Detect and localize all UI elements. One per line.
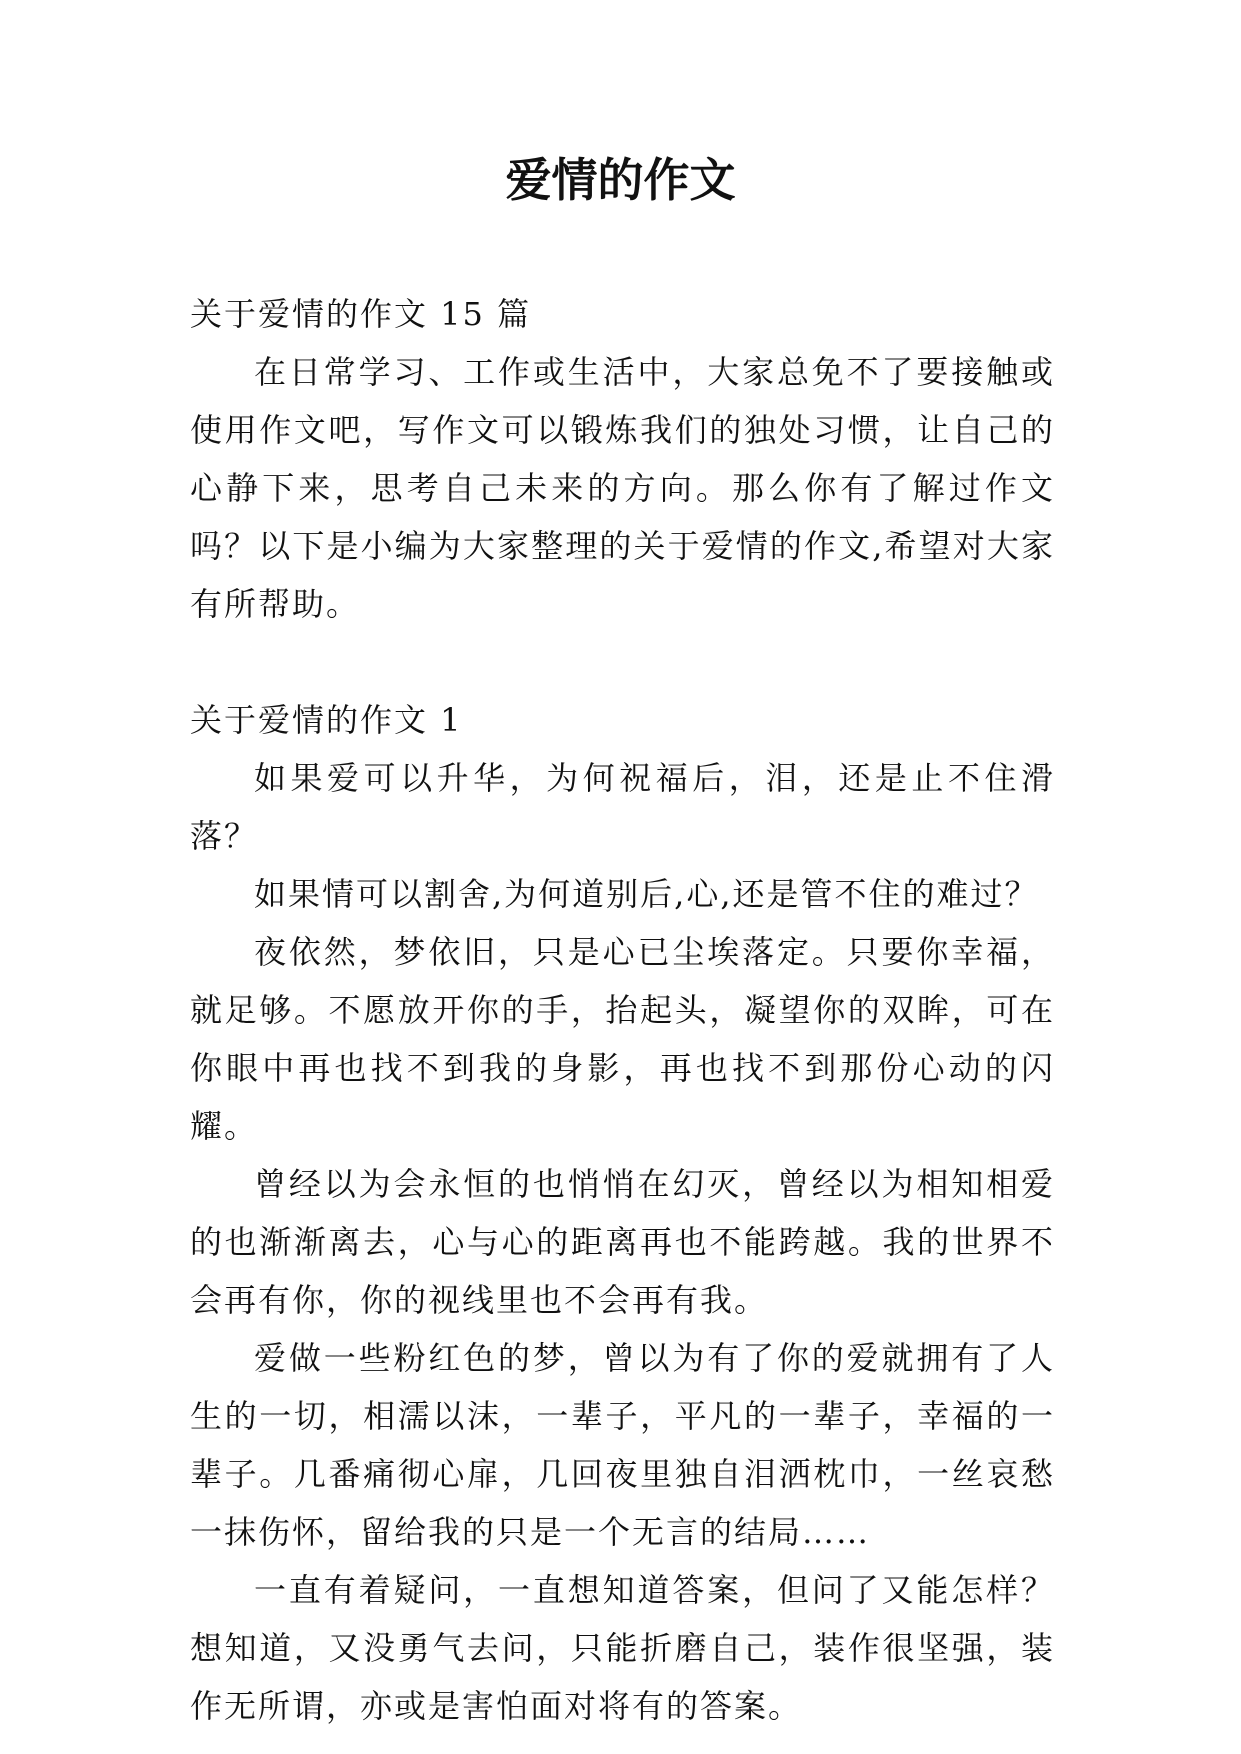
collection-heading: 关于爱情的作文 15 篇 bbox=[190, 295, 532, 333]
body-paragraph: 爱做一些粉红色的梦，曾以为有了你的爱就拥有了人生的一切，相濡以沫，一辈子，平凡的一辈子，幸福的一辈子。几番痛彻心扉，几回夜里独自泪洒枕巾，一丝哀愁一抹伤怀，留给我的只是一个无言的结局…… bbox=[190, 1339, 1055, 1551]
intro-paragraph: 在日常学习、工作或生活中，大家总免不了要接触或使用作文吧，写作文可以锻炼我们的独处习惯，让自己的心静下来，思考自己未来的方向。那么你有了解过作文吗？以下是小编为大家整理的关于爱情的作文,希望对大家有所帮助。 bbox=[190, 353, 1055, 623]
document-title: 爱情的作文 bbox=[505, 153, 736, 207]
body-paragraph: 曾经以为会永恒的也悄悄在幻灭，曾经以为相知相爱的也渐渐离去，心与心的距离再也不能跨越。我的世界不会再有你，你的视线里也不会再有我。 bbox=[190, 1165, 1055, 1319]
section-heading: 关于爱情的作文 1 bbox=[190, 701, 463, 739]
section-spacer bbox=[190, 633, 1055, 691]
body-paragraph: 夜依然，梦依旧，只是心已尘埃落定。只要你幸福，就足够。不愿放开你的手，抬起头，凝望你的双眸，可在你眼中再也找不到我的身影，再也找不到那份心动的闪耀。 bbox=[190, 933, 1055, 1145]
body-paragraph: 如果情可以割舍,为何道别后,心,还是管不住的难过？ bbox=[254, 875, 1039, 913]
document-body bbox=[190, 285, 1055, 1735]
body-paragraph: 一直有着疑问，一直想知道答案，但问了又能怎样？想知道，又没勇气去问，只能折磨自己，装作很坚强，装作无所谓，亦或是害怕面对将有的答案。 bbox=[190, 1571, 1055, 1725]
body-paragraph: 如果爱可以升华，为何祝福后，泪，还是止不住滑落？ bbox=[190, 759, 1055, 855]
